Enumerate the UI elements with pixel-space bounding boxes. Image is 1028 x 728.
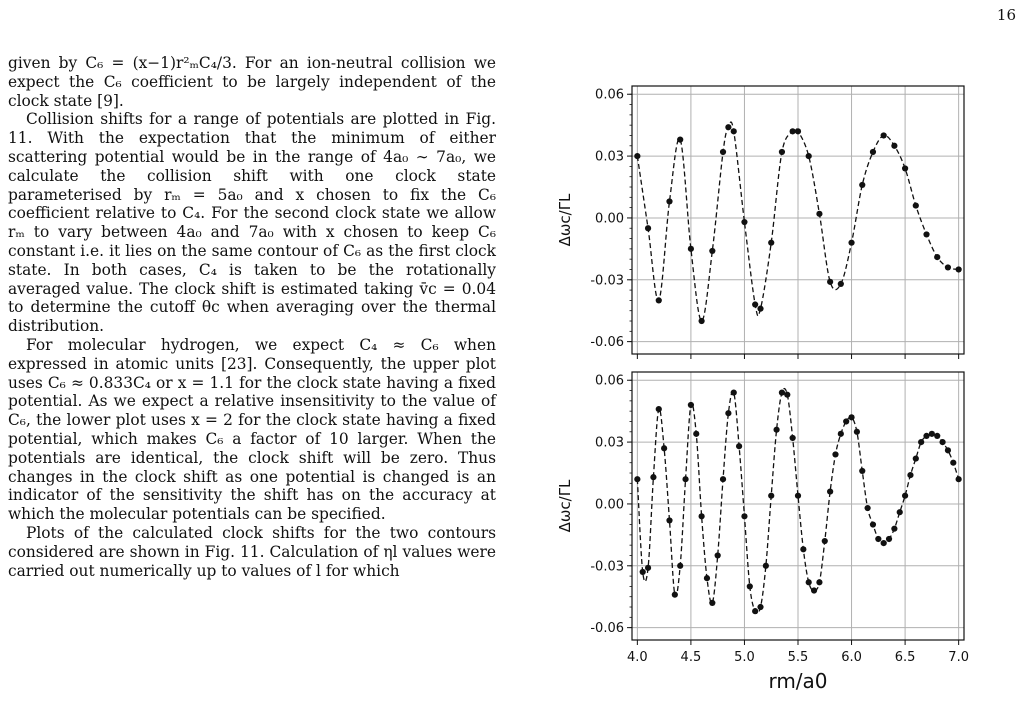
data-point bbox=[897, 509, 903, 515]
data-point bbox=[918, 439, 924, 445]
data-point bbox=[640, 569, 646, 575]
data-point bbox=[881, 132, 887, 138]
data-point bbox=[891, 526, 897, 532]
paragraph-3: For molecular hydrogen, we expect C₄ ≈ C₆ when expressed in atomic units [23]. Consequently, the upper plot uses C₆ ≈ 0.833C₄ or x = 1.1 for the clock state having a fixed potential. As we expect a relative insensitivity to the value of C₆, the lower plot uses x = 2 for the clock state having a fixed potential, which makes C₆ a factor of 10 larger. When the potentials are identical, the clock shift will be zero. Thus changes in the clock shift as one potential is changed is an indicator of the sensitivity the shift has on the accuracy at which the molecular potentials can be specified. bbox=[8, 335, 496, 524]
x-tick-label: 6.0 bbox=[841, 650, 862, 665]
y-tick-label: -0.06 bbox=[590, 621, 624, 637]
data-point bbox=[891, 143, 897, 149]
data-point bbox=[859, 468, 865, 474]
paragraph-4: Plots of the calculated clock shifts for the two contours considered are shown in Fig. 11. Calculation of ηl values were carried out numerically up to values of l for which bbox=[8, 523, 496, 580]
data-point bbox=[768, 240, 774, 246]
data-point bbox=[865, 505, 871, 511]
data-point bbox=[634, 153, 640, 159]
data-point bbox=[677, 563, 683, 569]
y-tick-label: -0.03 bbox=[590, 273, 624, 289]
figure-11 bbox=[550, 70, 1010, 710]
data-point bbox=[806, 153, 812, 159]
data-point bbox=[854, 429, 860, 435]
data-point bbox=[811, 587, 817, 593]
data-point bbox=[779, 149, 785, 155]
data-point bbox=[725, 410, 731, 416]
data-point bbox=[784, 392, 790, 398]
y-axis-title: Δωc/ΓL bbox=[556, 193, 574, 247]
data-point bbox=[741, 219, 747, 225]
data-point bbox=[757, 306, 763, 312]
data-point bbox=[656, 406, 662, 412]
data-point bbox=[832, 451, 838, 457]
data-point bbox=[881, 540, 887, 546]
data-point bbox=[731, 128, 737, 134]
data-point bbox=[875, 536, 881, 542]
body-text-column bbox=[8, 54, 496, 580]
data-point bbox=[699, 513, 705, 519]
data-point bbox=[827, 488, 833, 494]
data-point bbox=[645, 565, 651, 571]
data-point bbox=[870, 149, 876, 155]
y-tick-label: 0.06 bbox=[595, 87, 624, 103]
data-point bbox=[907, 472, 913, 478]
data-point bbox=[806, 579, 812, 585]
data-point bbox=[795, 493, 801, 499]
data-point bbox=[661, 445, 667, 451]
data-point bbox=[902, 165, 908, 171]
data-point bbox=[650, 474, 656, 480]
figure-11-svg bbox=[550, 70, 1010, 710]
data-point bbox=[731, 390, 737, 396]
data-point bbox=[913, 202, 919, 208]
data-point bbox=[709, 248, 715, 254]
data-point bbox=[870, 521, 876, 527]
data-point bbox=[725, 124, 731, 130]
y-tick-label: 0.03 bbox=[595, 149, 624, 165]
data-point bbox=[945, 447, 951, 453]
data-point bbox=[822, 538, 828, 544]
data-point bbox=[939, 439, 945, 445]
y-tick-label: -0.06 bbox=[590, 335, 624, 351]
paragraph-1: given by C₆ = (x−1)r²ₘC₄/3. For an ion-neutral collision we expect the C₆ coefficient to be largely independent of the clock state [9]. bbox=[8, 54, 496, 110]
x-axis-title: rm/a0 bbox=[768, 669, 828, 693]
data-point bbox=[795, 128, 801, 134]
data-point bbox=[709, 600, 715, 606]
data-point bbox=[634, 476, 640, 482]
data-point bbox=[682, 476, 688, 482]
page-number: 16 bbox=[996, 6, 1016, 24]
y-tick-label: 0.06 bbox=[595, 373, 624, 389]
data-point bbox=[666, 198, 672, 204]
data-point bbox=[838, 431, 844, 437]
data-point bbox=[913, 455, 919, 461]
data-point bbox=[699, 318, 705, 324]
data-point bbox=[688, 402, 694, 408]
data-point bbox=[741, 513, 747, 519]
data-point bbox=[720, 149, 726, 155]
data-point bbox=[779, 390, 785, 396]
data-point bbox=[688, 246, 694, 252]
data-point bbox=[677, 137, 683, 143]
data-point bbox=[848, 414, 854, 420]
paragraph-2: Collision shifts for a range of potentials are plotted in Fig. 11. With the expectation that the minimum of either scattering potential would be in the range of 4a₀ ∼ 7a₀, we calculate the collision shift with one clock state parameterised by rₘ = 5a₀ and x chosen to fix the C₆ coefficient relative to C₄. For the second clock state we allow rₘ to vary between 4a₀ and 7a₀ with x chosen to keep C₆ constant i.e. it lies on the same contour of C₆ as the first clock state. In both cases, C₄ is taken to be the rotationally averaged value. The clock shift is estimated taking v̄c = 0.04 to determine the cutoff θc when averaging over the thermal distribution. bbox=[8, 110, 496, 336]
y-tick-label: 0.00 bbox=[595, 211, 624, 227]
data-point bbox=[923, 433, 929, 439]
y-axis-title: Δωc/ΓL bbox=[556, 479, 574, 533]
data-point bbox=[645, 225, 651, 231]
data-point bbox=[736, 443, 742, 449]
data-point bbox=[838, 281, 844, 287]
y-tick-label: 0.03 bbox=[595, 435, 624, 451]
data-point bbox=[752, 301, 758, 307]
data-point bbox=[923, 231, 929, 237]
data-point bbox=[950, 460, 956, 466]
x-tick-label: 5.0 bbox=[734, 650, 755, 665]
x-tick-label: 4.0 bbox=[627, 650, 648, 665]
x-tick-label: 6.5 bbox=[894, 650, 916, 665]
data-point bbox=[843, 418, 849, 424]
data-point bbox=[666, 517, 672, 523]
data-point bbox=[693, 431, 699, 437]
data-point bbox=[816, 211, 822, 217]
x-tick-label: 5.5 bbox=[787, 650, 809, 665]
data-point bbox=[929, 431, 935, 437]
data-point bbox=[747, 583, 753, 589]
data-point bbox=[672, 592, 678, 598]
chart-panel-top bbox=[556, 86, 964, 359]
data-point bbox=[902, 493, 908, 499]
data-point bbox=[945, 264, 951, 270]
data-point bbox=[886, 536, 892, 542]
data-point bbox=[720, 476, 726, 482]
data-point bbox=[773, 427, 779, 433]
data-point bbox=[757, 604, 763, 610]
data-point bbox=[790, 128, 796, 134]
data-point bbox=[656, 297, 662, 303]
data-point bbox=[934, 433, 940, 439]
chart-panel-bottom bbox=[556, 372, 969, 693]
data-point bbox=[752, 608, 758, 614]
data-point bbox=[816, 579, 822, 585]
data-point bbox=[715, 552, 721, 558]
data-point bbox=[704, 575, 710, 581]
data-point bbox=[800, 546, 806, 552]
data-point bbox=[859, 182, 865, 188]
data-point bbox=[768, 493, 774, 499]
data-point bbox=[956, 266, 962, 272]
y-tick-label: 0.00 bbox=[595, 497, 624, 513]
data-point bbox=[827, 279, 833, 285]
data-point bbox=[848, 240, 854, 246]
data-point bbox=[956, 476, 962, 482]
x-tick-label: 7.0 bbox=[948, 650, 969, 665]
data-point bbox=[934, 254, 940, 260]
x-tick-label: 4.5 bbox=[680, 650, 702, 665]
data-point bbox=[790, 435, 796, 441]
data-point bbox=[763, 563, 769, 569]
y-tick-label: -0.03 bbox=[590, 559, 624, 575]
